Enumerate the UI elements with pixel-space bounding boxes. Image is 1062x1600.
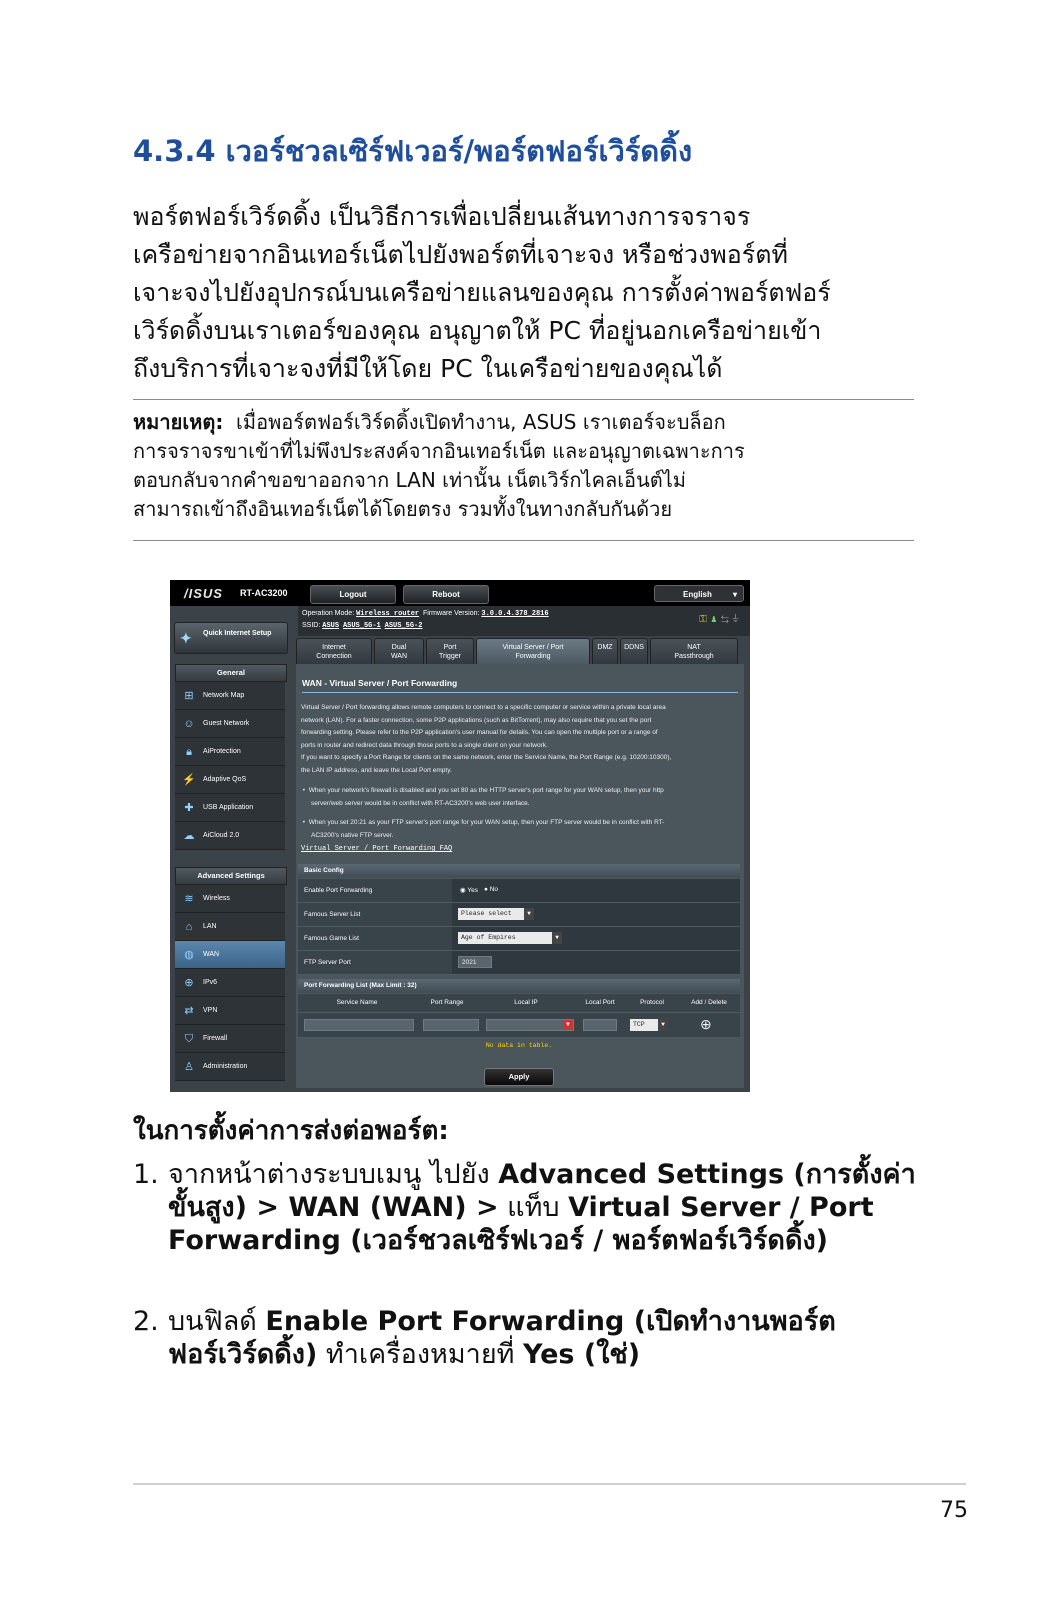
tab-label: Trigger [439,653,461,660]
quick-internet-setup-button[interactable] [174,622,288,654]
sidebar-item-ipv6[interactable] [175,969,285,997]
add-icon[interactable]: ⊕ [700,1016,712,1032]
enable-pf-value [452,879,740,902]
sidebar-advanced [175,867,287,1081]
firmware-link[interactable]: 3.0.0.4.378_2816 [481,610,549,618]
faq-link[interactable]: Virtual Server / Port Forwarding FAQ [301,845,453,853]
basic-config-header: Basic Config [298,864,740,878]
sidebar-item-wireless[interactable] [175,885,285,913]
chevron-down-icon[interactable]: ▼ [563,1020,573,1030]
step-text-bold: Virtual Server / Port Forwarding (เวอร์ชวลเซิร์ฟเวอร์ / พอร์ตฟอร์เวิร์ดดิ้ง) [168,1192,874,1256]
intro-line: เจาะจงไปยังอุปกรณ์บนเครือข่ายแลนของคุณ การตั้งค่าพอร์ตฟอร์ [133,278,831,307]
globe-icon: ◍ [184,949,194,961]
tab-label: DMZ [597,644,613,651]
note-label: หมายเหตุ: [133,410,224,434]
sidebar-item-aiprotection[interactable] [175,738,285,766]
port-range-input[interactable] [423,1019,479,1031]
wifi-icon: ≋ [184,893,194,905]
chevron-down-icon: ▼ [658,1019,668,1031]
no-radio[interactable]: ● No [484,886,499,893]
bullet-text: server/web server would be in conflict with RT-AC3200's web user interface. [311,799,530,807]
famous-server-row [298,903,740,927]
desc-line: If you want to specify a Port Range for clients on the same network, enter the Service Name, the Port Range (e.g. 10200:10300), [301,754,672,761]
col-port-range: Port Range [430,999,464,1006]
tab-label: Passthrough [674,653,714,660]
desc-line: the LAN IP address, and leave the Local Port empty. [301,766,452,774]
sidebar-item-label: Adaptive QoS [203,776,247,783]
famous-game-select[interactable] [458,932,562,944]
famous-game-label: Famous Game List [304,935,359,942]
pf-columns-row [298,994,740,1013]
ssid-label: SSID: [302,622,321,629]
network-map-icon: ⊞ [184,690,194,702]
sidebar-item-label: USB Application [203,804,254,811]
sidebar-item-label: LAN [203,923,217,930]
tab-label: NAT [687,644,701,651]
protocol-select[interactable] [630,1019,668,1031]
ftp-port-label: FTP Server Port [304,959,351,966]
op-mode-label: Operation Mode: [302,610,355,617]
chevron-down-icon: ▼ [524,908,534,920]
ftp-port-cell [452,951,740,974]
local-port-input[interactable] [583,1019,617,1031]
sidebar-item-network-map[interactable] [175,682,285,710]
bullet-text: AC3200's native FTP server. [311,831,394,839]
sidebar-general [175,664,287,850]
sidebar-item-aicloud[interactable] [175,822,285,850]
language-select[interactable] [654,585,744,602]
col-local-ip: Local IP [514,999,538,1006]
desc-line: Virtual Server / Port forwarding allows remote computers to connect to a specific computer or service within a private local area [301,704,666,711]
col-add-delete: Add / Delete [691,999,727,1006]
tab-label: Connection [316,653,352,660]
sidebar-item-lan[interactable] [175,913,285,941]
status-icons [699,614,742,625]
bullet-text: When you set 20:21 as your FTP server's port range for your WAN setup, then your FTP server would be in conflict with RT- [308,819,665,826]
local-ip-input[interactable] [486,1019,574,1031]
service-name-input[interactable] [304,1019,414,1031]
ftp-port-input[interactable]: 2021 [458,956,492,968]
steps-heading: ในการตั้งค่าการส่งต่อพอร์ต: [133,1116,449,1146]
ssid-value: ASUS_5G-2 [384,622,423,630]
note-line: ตอบกลับจากคำขอขาออกจาก LAN เท่านั้น เน็ตเวิร์กไคลเอ็นต์ไม่ [133,468,686,492]
famous-game-cell [452,927,740,950]
step-text-bold: Enable Port Forwarding (เปิดทำงานพอร์ตฟอร์เวิร์ดดิ้ง) [168,1306,836,1370]
vpn-icon: ⇄ [184,1005,194,1017]
tab-label: Virtual Server / Port [502,644,564,651]
ssid-value: ASUS_5G-1 [342,622,381,630]
sidebar-item-label: Administration [203,1063,248,1070]
step-text-bold: Advanced Settings (การตั้งค่าขั้นสูง) > WAN (WAN) > [168,1159,916,1223]
sidebar-item-label: AiProtection [203,748,241,755]
select-value: TCP [633,1021,645,1028]
desc-line: ports in router and redirect data through those ports to a single client on your network. [301,741,548,749]
intro-paragraph [133,198,923,388]
puzzle-icon: ✚ [184,802,194,814]
desc-line: network (LAN). For a faster connection, some P2P applications (such as BitTorrent), may also require that you set the port [301,716,652,724]
pf-input-row [298,1013,740,1038]
step-text-plain: ทำเครื่องหมายที่ [317,1339,524,1370]
sidebar-item-guest-network[interactable] [175,710,285,738]
tab-ddns[interactable] [620,638,648,664]
desc-line: forwarding setting. Please refer to the P2P application's user manual for details. You can open the multiple port or a range of [301,729,658,736]
yes-radio[interactable]: ◉ Yes [460,887,478,894]
col-local-port: Local Port [585,999,615,1006]
famous-server-select[interactable] [458,908,534,920]
note-line: เมื่อพอร์ตฟอร์เวิร์ดดิ้งเปิดทำงาน, ASUS เราเตอร์จะบล็อก [236,410,726,434]
status-info-bar [298,606,750,636]
famous-server-cell [452,903,740,926]
no-data-text: No data in table. [485,1042,553,1049]
asus-logo: /ISUS [184,586,223,601]
sidebar-item-wan[interactable] [175,941,285,969]
step-text-plain: แท็บ [498,1192,569,1223]
wand-icon: ✦ [180,630,192,646]
tab-label: Dual [391,644,407,651]
user-icon[interactable]: ♟ [709,614,721,625]
quick-setup-label: Quick Internet Setup [203,630,272,637]
tab-port-trigger[interactable] [426,638,474,664]
language-label: English [683,590,712,599]
bullet-item: • When your network's firewall is disabled and you set 80 as the HTTP server's port range for your WAN setup, then your http [301,787,664,794]
sidebar-item-label: IPv6 [203,979,218,986]
chevron-down-icon: ▼ [552,932,562,944]
note-line: สามารถเข้าถึงอินเทอร์เน็ตได้โดยตรง รวมทั้งในทางกลับกันด้วย [133,497,673,521]
step-2 [133,1305,933,1375]
col-protocol: Protocol [640,999,664,1006]
intro-line: ถึงบริการที่เจาะจงที่มีให้โดย PC ในเครือข่ายของคุณได้ [133,354,723,383]
step-number: 2. [133,1306,159,1337]
famous-server-label: Famous Server List [304,911,361,918]
tab-label: DDNS [624,644,644,651]
bullet-text: When your network's firewall is disabled and you set 80 as the HTTP server's port range for your WAN setup, then your http [308,787,664,794]
reboot-button[interactable]: Reboot [403,585,489,604]
step-1 [133,1158,933,1288]
bullet-item: • When you set 20:21 as your FTP server's port range for your WAN setup, then your FTP server would be in conflict with RT- [301,819,665,826]
step-text [168,1305,928,1371]
apply-button[interactable]: Apply [484,1068,554,1086]
intro-line: พอร์ตฟอร์เวิร์ดดิ้ง เป็นวิธีการเพื่อเปลี่ยนเส้นทางการจราจร [133,202,751,231]
router-screenshot [170,580,750,1092]
intro-line: เครือข่ายจากอินเทอร์เน็ตไปยังพอร์ตที่เจาะจง หรือช่วงพอร์ตที่ [133,240,788,269]
ftp-port-row [298,951,740,975]
tab-label: WAN [390,653,408,660]
yes-label: Yes [467,887,478,894]
guest-network-icon: ☺ [183,718,195,730]
step-text-plain: จากหน้าต่างระบบเมนู ไปยัง [168,1159,499,1190]
usb-icon[interactable]: ⏚ [731,614,742,625]
sidebar-item-label: Network Map [203,692,245,699]
ipv6-icon: ⊕ [184,977,194,989]
section-heading: 4.3.4 เวอร์ชวลเซิร์ฟเวอร์/พอร์ตฟอร์เวิร์ดดิ้ง [133,134,693,168]
chevron-down-icon: ▾ [732,590,737,599]
home-icon: ⌂ [185,921,193,933]
note-top-rule [133,399,914,400]
sidebar-item-firewall[interactable] [175,1025,285,1053]
enable-port-forwarding-row [298,879,740,903]
note-bottom-rule [133,540,914,541]
page-number: 75 [940,1498,968,1523]
sidebar-item-usb-application[interactable] [175,794,285,822]
note-line: การจราจรขาเข้าที่ไม่พึงประสงค์จากอินเทอร์เน็ต และอนุญาตเฉพาะการ [133,439,745,463]
op-mode-link[interactable]: Wireless router [356,610,420,618]
sidebar-item-administration[interactable] [175,1053,285,1081]
sidebar-item-label: Firewall [203,1035,228,1042]
tab-dmz[interactable] [592,638,618,664]
qos-icon: ⚡ [182,774,196,786]
sidebar-item-adaptive-qos[interactable] [175,766,285,794]
sidebar-item-vpn[interactable] [175,997,285,1025]
sidebar-item-label: VPN [203,1007,218,1014]
famous-game-row [298,927,740,951]
step-text-plain: บนฟิลด์ [168,1306,266,1337]
title-separator [302,692,738,693]
tab-label: Internet [322,644,346,651]
cloud-icon: ☁ [183,830,195,842]
col-service-name: Service Name [336,999,378,1006]
step-text [168,1158,928,1257]
sidebar-advanced-header: Advanced Settings [175,867,287,885]
key-icon[interactable]: ⚿ [699,614,710,625]
sidebar-item-label: Guest Network [203,720,250,727]
sidebar-general-header: General [175,664,287,682]
tab-label: Port [443,644,457,651]
tab-dual-wan[interactable] [374,638,424,664]
intro-line: เวิร์ดดิ้งบนเราเตอร์ของคุณ อนุญาตให้ PC ที่อยู่นอกเครือข่ายเข้า [133,316,822,345]
tab-internet-connection[interactable] [296,638,372,664]
footer-rule [133,1483,966,1485]
firmware-label: Firmware Version: [423,610,480,617]
enable-pf-label: Enable Port Forwarding [304,887,373,894]
router-model: RT-AC3200 [240,588,288,598]
lock-icon: 🔒︎ [186,746,192,758]
page-title: WAN - Virtual Server / Port Forwarding [302,678,458,688]
description [301,702,741,842]
select-value: Please select [461,910,512,917]
sidebar-item-label: AiCloud 2.0 [203,832,240,839]
person-icon: ♙ [184,1061,194,1073]
step-text-bold: Yes (ใช่) [523,1339,641,1370]
select-value: Age of Empires [461,934,516,941]
logout-button[interactable]: Logout [310,585,396,604]
link-icon[interactable]: ⇆ [720,614,732,625]
sidebar-item-label: Wireless [203,895,230,902]
note-box [133,408,923,524]
shield-icon: ⛉ [184,1033,194,1045]
ssid-value: ASUS [322,622,340,630]
tab-nat-passthrough[interactable] [650,638,738,664]
tab-label: Forwarding [515,653,551,660]
tab-virtual-server[interactable] [476,638,590,664]
pf-list-header: Port Forwarding List (Max Limit : 32) [298,979,740,993]
step-number: 1. [133,1159,159,1190]
no-label: No [489,886,499,893]
sidebar-item-label: WAN [203,951,220,958]
